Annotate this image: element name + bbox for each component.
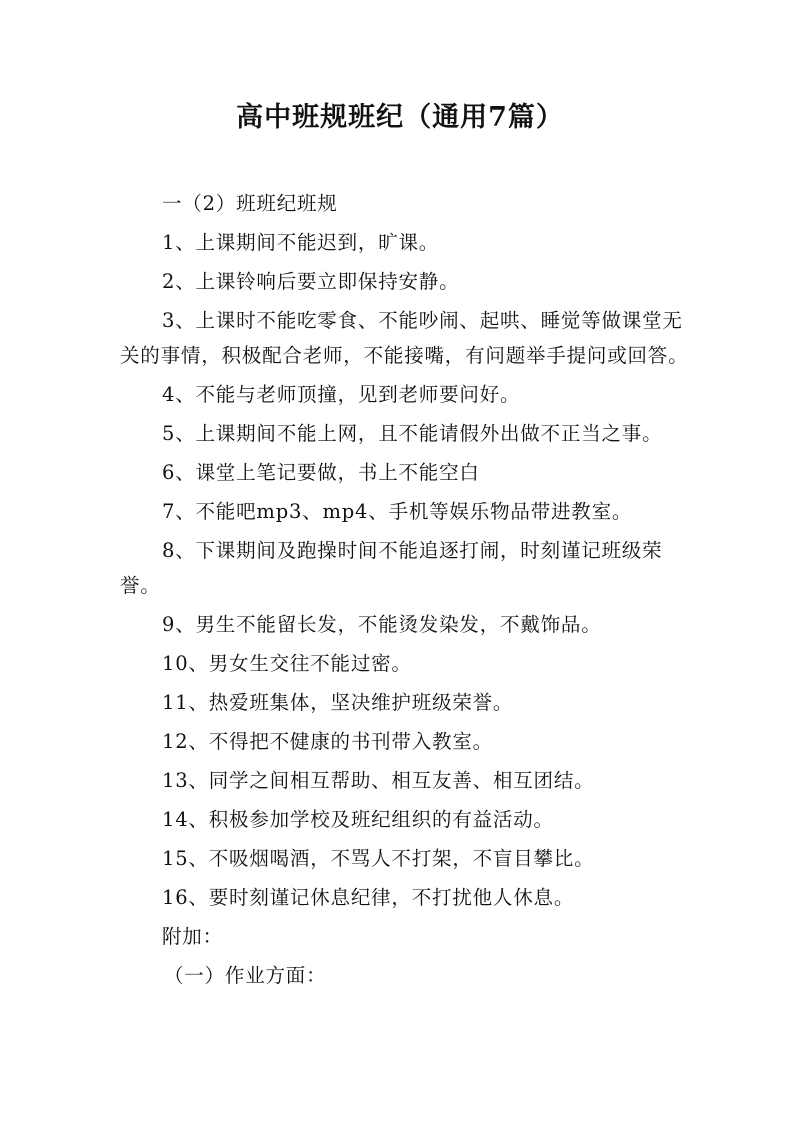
- rule-item: 1、上课期间不能迟到，旷课。: [162, 231, 440, 254]
- rule-item: 10、男女生交往不能过密。: [162, 652, 412, 675]
- document-body: [120, 186, 690, 997]
- rule-item: 12、不得把不健康的书刊带入教室。: [162, 730, 493, 753]
- appendix-subheading: （一）作业方面：: [164, 964, 327, 987]
- rule-item: 6、课堂上笔记要做，书上不能空白: [162, 461, 480, 484]
- rule-item: 2、上课铃响后要立即保持安静。: [162, 270, 460, 293]
- rule-item: 14、积极参加学校及班纪组织的有益活动。: [162, 808, 554, 831]
- rule-item: 9、男生不能留长发，不能烫发染发，不戴饰品。: [162, 613, 602, 636]
- rule-item: 5、上课期间不能上网，且不能请假外出做不正当之事。: [162, 422, 663, 445]
- rule-item: 7、不能吧mp3、mp4、手机等娱乐物品带进教室。: [162, 500, 633, 523]
- rule-item: 11、热爱班集体，坚决维护班级荣誉。: [162, 691, 514, 714]
- section-heading: 一（2）班班纪班规: [162, 192, 338, 215]
- appendix-heading: 附加：: [162, 925, 223, 948]
- rule-item: 13、同学之间相互帮助、相互友善、相互团结。: [162, 769, 595, 792]
- document-title: 高中班规班纪（通用7篇）: [236, 102, 564, 133]
- rule-item: 3、上课时不能吃零食、不能吵闹、起哄、睡觉等做课堂无关的事情，积极配合老师，不能接嘴，有问题举手提问或回答。: [120, 309, 689, 367]
- rule-item: 16、要时刻谨记休息纪律，不打扰他人休息。: [162, 886, 575, 909]
- rule-item: 4、不能与老师顶撞，见到老师要问好。: [162, 383, 521, 406]
- rule-item: 8、下课期间及跑操时间不能追逐打闹，时刻谨记班级荣誉。: [120, 539, 663, 597]
- rule-item: 15、不吸烟喝酒，不骂人不打架，不盲目攀比。: [162, 847, 595, 870]
